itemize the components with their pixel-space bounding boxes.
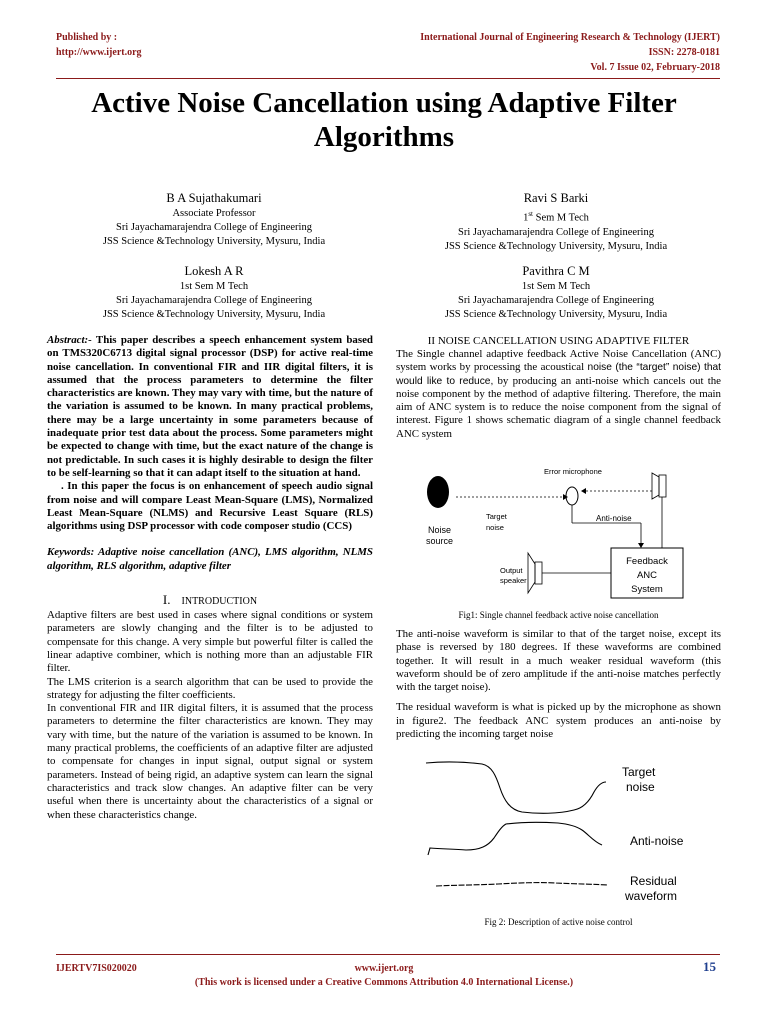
intro-paragraph-3: In conventional FIR and IIR digital filters, it is assumed that the process parameters to determine the filter characteristics are known. They may vary with time, but the nature of the variation is assumed to be known. In many practical problems, the coefficients of an adaptive filter are adjusted to compensate for changes in input signal, output signal or system parameters. Instead of being rigid, an adaptive system can learn the signal characteristics and track slow changes. An adaptive filter can be very useful when there is uncertainty about the characteristics of a signal or when these characteristics change. xyxy=(47,702,373,821)
author-college: Sri Jayachamarajendra College of Engineering xyxy=(116,295,312,306)
author-name: Lokesh A R xyxy=(184,264,244,278)
author-college: Sri Jayachamarajendra College of Engineering xyxy=(116,222,312,233)
fig2-target-label: Target xyxy=(622,765,656,779)
fig1-target-label: Target xyxy=(486,512,507,521)
error-microphone-icon xyxy=(566,487,578,505)
section2-paragraph-3: The residual waveform is what is picked up by the microphone as shown in figure2. The feedback ANC system produces an anti-noise by predicting the incoming target noise xyxy=(396,701,721,741)
author-university: JSS Science &Technology University, Mysuru, India xyxy=(444,309,668,320)
author-university: JSS Science &Technology University, Mysuru, India xyxy=(102,309,326,320)
section2-paragraph-1: The Single channel adaptive feedback Active Noise Cancellation (ANC) system works by processing the acoustical noise (the “target” noise) that would like to reduce, by producing an anti-noise which cancels out the noise component by the method of adaptive filtering. Therefore, the main aim of ANC system is to reduce the noise component from the signal of interest. Figure 1 shows schematic diagram of a single channel feedback ANC system xyxy=(396,348,722,440)
author-position: 1st Sem M Tech xyxy=(521,281,591,292)
figure-1-diagram xyxy=(418,465,700,605)
fig1-anc-label: ANC xyxy=(636,570,658,581)
author-2 xyxy=(386,190,726,254)
right-column-continued xyxy=(396,628,721,741)
fig1-error-mic-label: Error microphone xyxy=(544,467,602,476)
abstract-focus: . In this paper the focus is on enhancement of speech audio signal from noise and will compare Least Mean-Square (LMS), Normalized Least Mean-Square (NLMS) and Recursive Least Square (RLS) algorithms using DSP processor with code composer studio (CCS) xyxy=(47,480,373,533)
left-column xyxy=(47,334,373,822)
footer-rule xyxy=(56,954,720,955)
abstract: Abstract:- This paper describes a speech enhancement system based on TMS320C6713 digital signal processor (DSP) for active real-time noise cancellation. In conventional FIR and IIR digital filters, it is assumed that the process parameters to determine the filter characteristics are known. They may vary with time, but the nature of the variation is assumed to be known. In many practical problems, there may be a large uncertainty in some parameters because of inadequate prior test data about the process. Some parameters might be expected to change with time, but the exact nature of the change is not predictable. In such cases it is highly desirable to design the filter to be self-learning so that it can adapt itself to the situation at hand. xyxy=(47,334,373,479)
footer-url[interactable]: www.ijert.org xyxy=(354,963,414,974)
author-name: Pavithra C M xyxy=(522,264,590,278)
author-college: Sri Jayachamarajendra College of Engineering xyxy=(458,226,654,238)
author-university: JSS Science &Technology University, Mysuru, India xyxy=(102,236,326,247)
publisher-url[interactable]: http://www.ijert.org xyxy=(56,47,142,58)
figure-1-caption: Fig1: Single channel feedback active noise cancellation xyxy=(458,610,659,620)
fig2-anti-noise-label: Anti-noise xyxy=(630,834,684,848)
fig1-anti-noise-label: Anti-noise xyxy=(596,514,632,523)
anti-noise-waveform xyxy=(428,822,602,855)
author-university: JSS Science &Technology University, Mysuru, India xyxy=(444,240,668,252)
fig1-noise-label: Noise xyxy=(428,525,452,535)
journal-issn: ISSN: 2278-0181 xyxy=(648,47,720,58)
fig1-feedback-label: Feedback xyxy=(626,556,668,567)
author-name: Ravi S Barki xyxy=(523,191,589,205)
journal-name: International Journal of Engineering Research & Technology (IJERT) xyxy=(420,32,720,43)
author-position: 1st Sem M Tech xyxy=(523,210,589,224)
paper-title: Active Noise Cancellation using Adaptive Filter Algorithms xyxy=(91,87,677,153)
fig2-waveform-label: waveform xyxy=(625,889,678,903)
author-1 xyxy=(44,190,384,249)
author-position: 1st Sem M Tech xyxy=(179,281,249,292)
residual-waveform xyxy=(436,883,608,886)
figure-2-caption: Fig 2: Description of active noise control xyxy=(484,917,633,927)
paper-id: IJERTV7IS020020 xyxy=(56,963,137,974)
keywords: Keywords: Adaptive noise cancellation (ANC), LMS algorithm, NLMS algorithm, RLS algorithm, adaptive filter xyxy=(47,546,373,572)
fig1-output-label: Output xyxy=(500,566,523,575)
noise-source-icon xyxy=(427,476,449,508)
fig1-noise-word: noise xyxy=(486,523,504,532)
section-heading-intro: I. INTRODUCTION xyxy=(162,592,258,608)
author-3 xyxy=(44,263,384,322)
author-name: B A Sujathakumari xyxy=(166,191,262,205)
figure-2-diagram xyxy=(418,752,710,914)
fig1-system-label: System xyxy=(631,584,663,595)
header-rule xyxy=(56,78,720,79)
intro-paragraph-1: Adaptive filters are best used in cases where signal conditions or system parameters are slowly changing and the filter is to be adjusted to compensate for this change. A very simple but powerful filter is called the linear adaptive combiner, which is nothing more than an adjustable FIR filter. xyxy=(47,609,373,675)
output-speaker-icon xyxy=(528,553,535,593)
fig1-speaker-label: speaker xyxy=(500,576,527,585)
author-college: Sri Jayachamarajendra College of Engineering xyxy=(458,295,654,306)
section2-paragraph-2: The anti-noise waveform is similar to that of the target noise, except its phase is reversed by 180 degrees. If these waveforms are combined together. It will result in a much weaker residual waveform (this waveform should be of zero amplitude if the anti-noise matches perfectly with the target noise). xyxy=(396,628,721,694)
section-heading-2: II NOISE CANCELLATION USING ADAPTIVE FILTER xyxy=(427,335,690,347)
fig2-residual-label: Residual xyxy=(630,874,677,888)
top-speaker-icon xyxy=(652,473,659,499)
license-notice: (This work is licensed under a Creative Commons Attribution 4.0 International License.) xyxy=(194,977,574,988)
author-4 xyxy=(386,263,726,322)
target-noise-waveform xyxy=(426,762,606,813)
publisher-label: Published by : xyxy=(56,32,118,43)
journal-volume: Vol. 7 Issue 02, February-2018 xyxy=(590,62,720,73)
right-column xyxy=(396,334,721,441)
fig1-source-label: source xyxy=(426,536,454,546)
page-number: 15 xyxy=(703,959,716,974)
fig2-noise-label: noise xyxy=(626,780,655,794)
author-position: Associate Professor xyxy=(172,208,256,219)
intro-paragraph-2: The LMS criterion is a search algorithm that can be used to provide the strategy for adjusting the filter coefficients. xyxy=(47,675,373,701)
